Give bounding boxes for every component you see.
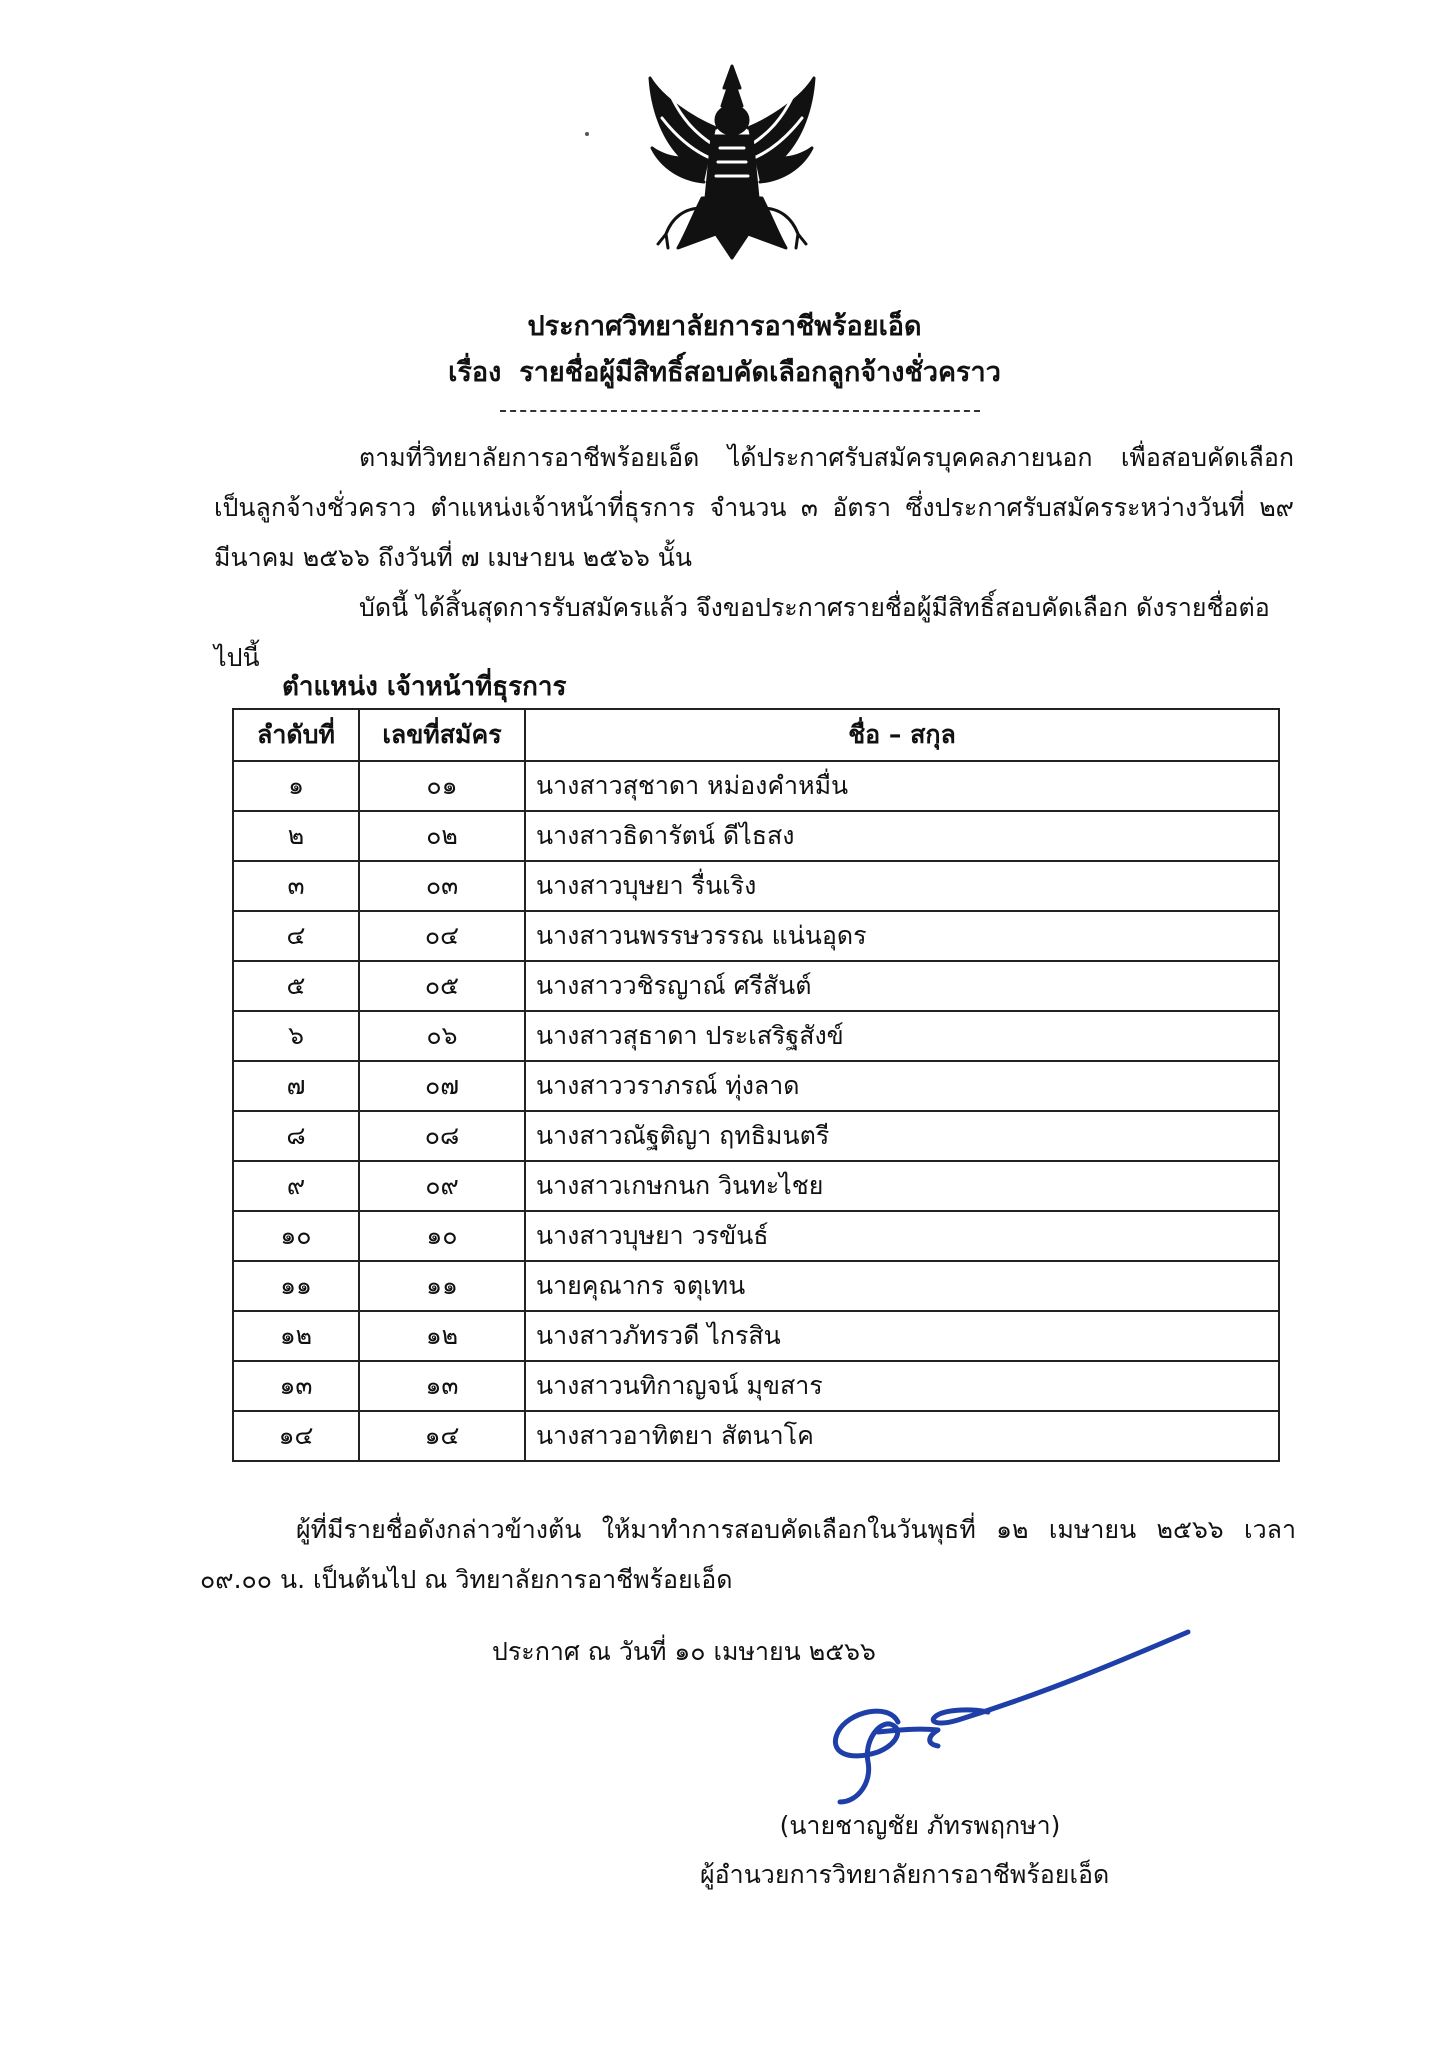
cell-app-no: ๐๘ bbox=[359, 1111, 525, 1161]
table-row bbox=[233, 1111, 1279, 1161]
cell-app-no: ๑๓ bbox=[359, 1361, 525, 1411]
document-title: ประกาศวิทยาลัยการอาชีพร้อยเอ็ด bbox=[527, 311, 922, 342]
cell-seq: ๑๔ bbox=[233, 1411, 359, 1461]
cell-seq: ๖ bbox=[233, 1011, 359, 1061]
table-row bbox=[233, 1161, 1279, 1211]
table-row bbox=[233, 1411, 1279, 1461]
cell-seq: ๓ bbox=[233, 861, 359, 911]
cell-name: นายคุณากร จตุเทน bbox=[525, 1261, 1279, 1311]
title-divider bbox=[500, 410, 980, 412]
subject-text: รายชื่อผู้มีสิทธิ์สอบคัดเลือกลูกจ้างชั่วคราว bbox=[519, 357, 1001, 388]
announcement-date: ประกาศ ณ วันที่ ๑๐ เมษายน ๒๕๖๖ bbox=[492, 1637, 876, 1666]
cell-app-no: ๑๐ bbox=[359, 1211, 525, 1261]
cell-app-no: ๐๔ bbox=[359, 911, 525, 961]
table-row bbox=[233, 811, 1279, 861]
cell-seq: ๑๒ bbox=[233, 1311, 359, 1361]
cell-name: นางสาวบุษยา วรขันธ์ bbox=[525, 1211, 1279, 1261]
notice-paragraph: บัดนี้ ได้สิ้นสุดการรับสมัครแล้ว จึงขอประกาศรายชื่อผู้มีสิทธิ์สอบคัดเลือก ดังรายชื่อต่อไปนี้ bbox=[214, 593, 1270, 672]
cell-app-no: ๐๗ bbox=[359, 1061, 525, 1111]
cell-name: นางสาวนทิกาญจน์ มุขสาร bbox=[525, 1361, 1279, 1411]
handwritten-signature bbox=[818, 1612, 1198, 1812]
table-row bbox=[233, 1011, 1279, 1061]
table-row bbox=[233, 1261, 1279, 1311]
cell-seq: ๑๓ bbox=[233, 1361, 359, 1411]
cell-seq: ๕ bbox=[233, 961, 359, 1011]
exam-paragraph: ผู้ที่มีรายชื่อดังกล่าวข้างต้น ให้มาทำการสอบคัดเลือกในวันพุธที่ ๑๒ เมษายน ๒๕๖๖ เวลา ๐๙.๐๐ น. เป็นต้นไป ณ วิทยาลัยการอาชีพร้อยเอ็ด bbox=[200, 1515, 1296, 1594]
stray-dot bbox=[585, 132, 589, 136]
cell-app-no: ๐๕ bbox=[359, 961, 525, 1011]
cell-name: นางสาววชิรญาณ์ ศรีสันต์ bbox=[525, 961, 1279, 1011]
cell-app-no: ๐๖ bbox=[359, 1011, 525, 1061]
table-row bbox=[233, 1361, 1279, 1411]
cell-app-no: ๑๔ bbox=[359, 1411, 525, 1461]
cell-name: นางสาวบุษยา รื่นเริง bbox=[525, 861, 1279, 911]
cell-name: นางสาวนพรรษวรรณ แน่นอุดร bbox=[525, 911, 1279, 961]
cell-app-no: ๑๒ bbox=[359, 1311, 525, 1361]
header-name: ชื่อ – สกุล bbox=[525, 709, 1279, 761]
cell-seq: ๗ bbox=[233, 1061, 359, 1111]
cell-seq: ๒ bbox=[233, 811, 359, 861]
cell-name: นางสาวอาทิตยา สัตนาโค bbox=[525, 1411, 1279, 1461]
subject-label: เรื่อง bbox=[448, 357, 502, 388]
table-row bbox=[233, 1211, 1279, 1261]
cell-app-no: ๐๓ bbox=[359, 861, 525, 911]
cell-seq: ๙ bbox=[233, 1161, 359, 1211]
cell-name: นางสาวธิดารัตน์ ดีไธสง bbox=[525, 811, 1279, 861]
cell-name: นางสาวเกษกนก วินทะไชย bbox=[525, 1161, 1279, 1211]
cell-name: นางสาวสุชาดา หม่องคำหมื่น bbox=[525, 761, 1279, 811]
cell-app-no: ๐๙ bbox=[359, 1161, 525, 1211]
table-row bbox=[233, 911, 1279, 961]
cell-seq: ๑๐ bbox=[233, 1211, 359, 1261]
document-subject bbox=[0, 350, 1449, 393]
signer-title: ผู้อำนวยการวิทยาลัยการอาชีพร้อยเอ็ด bbox=[700, 1860, 1110, 1889]
cell-name: นางสาวภัทรวดี ไกรสิน bbox=[525, 1311, 1279, 1361]
table-row bbox=[233, 861, 1279, 911]
cell-seq: ๑๑ bbox=[233, 1261, 359, 1311]
cell-name: นางสาววราภรณ์ ทุ่งลาด bbox=[525, 1061, 1279, 1111]
table-row bbox=[233, 961, 1279, 1011]
table-row bbox=[233, 1061, 1279, 1111]
cell-seq: ๔ bbox=[233, 911, 359, 961]
cell-seq: ๑ bbox=[233, 761, 359, 811]
candidate-table bbox=[232, 708, 1280, 1462]
signer-name: (นายชาญชัย ภัทรพฤกษา) bbox=[779, 1811, 1061, 1840]
position-heading: ตำแหน่ง เจ้าหน้าที่ธุรการ bbox=[282, 672, 567, 702]
cell-name: นางสาวสุธาดา ประเสริฐสังข์ bbox=[525, 1011, 1279, 1061]
table-header-row bbox=[233, 709, 1279, 761]
cell-name: นางสาวณัฐติญา ฤทธิมนตรี bbox=[525, 1111, 1279, 1161]
intro-paragraph: ตามที่วิทยาลัยการอาชีพร้อยเอ็ด ได้ประกาศรับสมัครบุคคลภายนอก เพื่อสอบคัดเลือกเป็นลูกจ้างชั่วคราว ตำแหน่งเจ้าหน้าที่ธุรการ จำนวน ๓ อัตรา ซึ่งประกาศรับสมัครระหว่างวันที่ ๒๙ มีนาคม ๒๕๖๖ ถึงวันที่ ๗ เมษายน ๒๕๖๖ นั้น bbox=[214, 443, 1294, 572]
table-row bbox=[233, 1311, 1279, 1361]
header-app-no: เลขที่สมัคร bbox=[359, 709, 525, 761]
garuda-emblem-icon bbox=[632, 58, 832, 268]
cell-app-no: ๐๒ bbox=[359, 811, 525, 861]
table-row bbox=[233, 761, 1279, 811]
cell-seq: ๘ bbox=[233, 1111, 359, 1161]
cell-app-no: ๐๑ bbox=[359, 761, 525, 811]
header-seq: ลำดับที่ bbox=[233, 709, 359, 761]
cell-app-no: ๑๑ bbox=[359, 1261, 525, 1311]
table-body bbox=[233, 761, 1279, 1461]
